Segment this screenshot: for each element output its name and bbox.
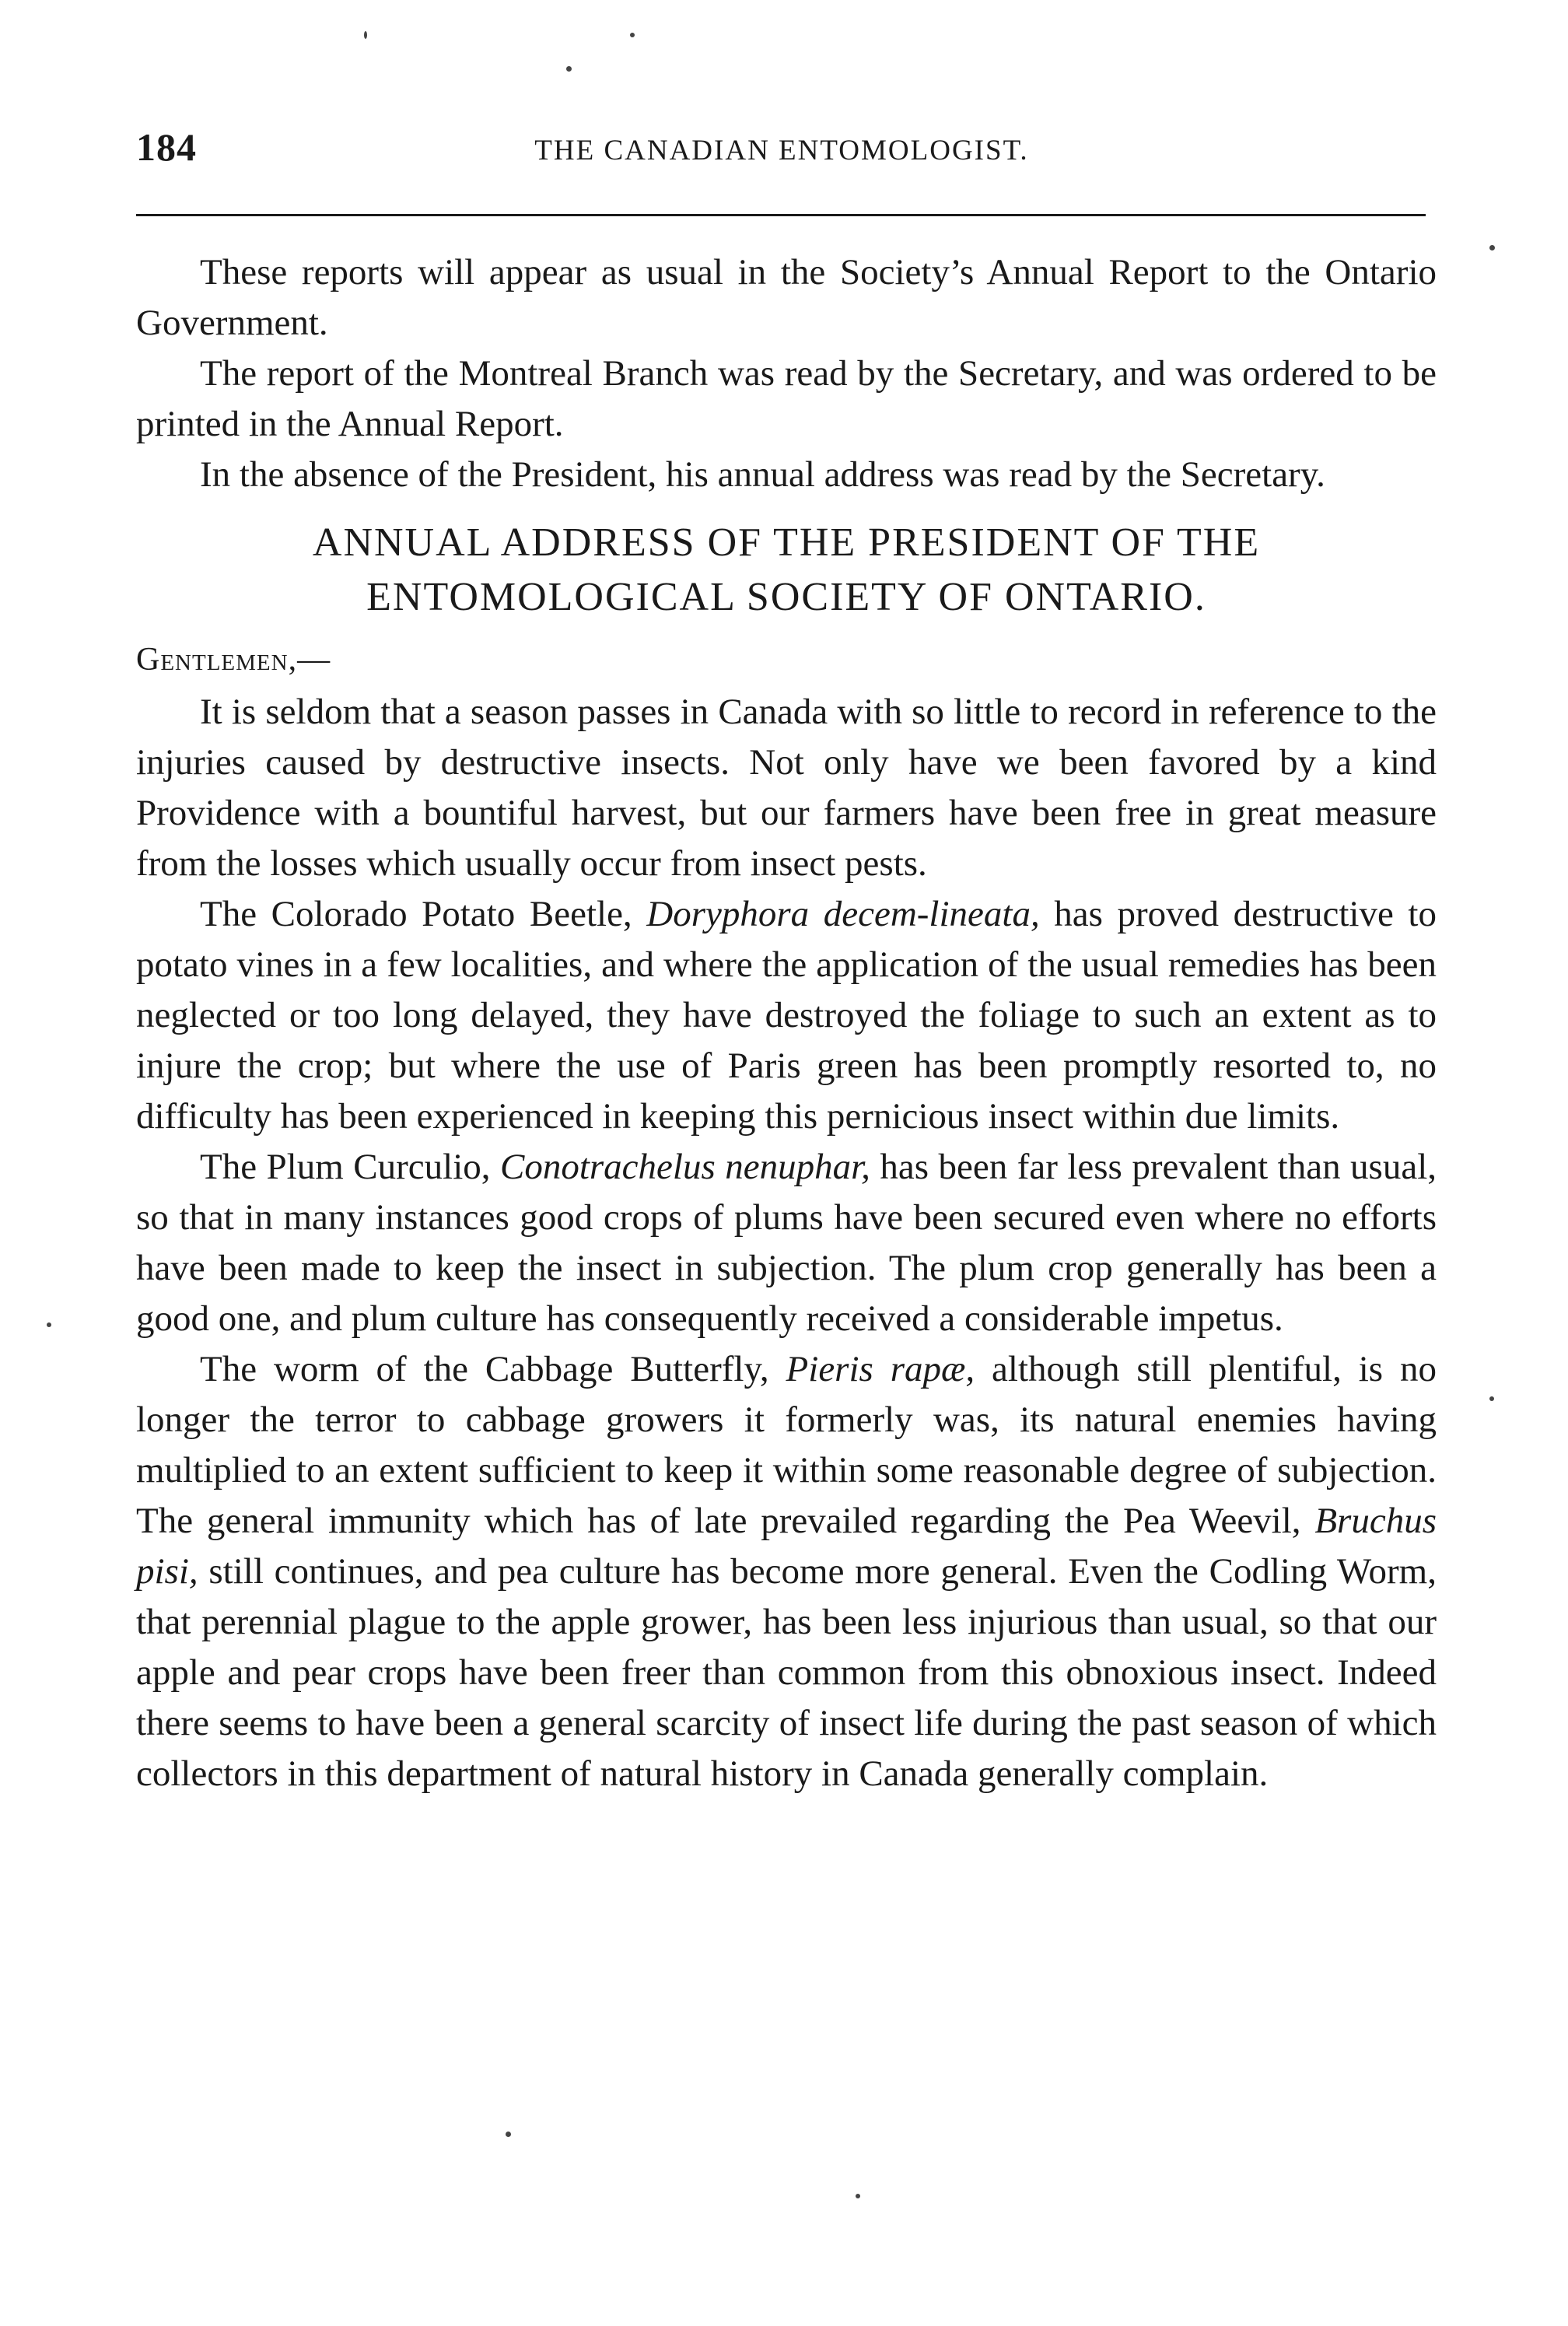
paragraph-season: It is seldom that a season passes in Canada with so little to record in reference to the injuries caused by destructive insects. Not only have we been favored by a kind Providence with a bountiful harvest, but our farmers have been free in great measure from the losses which usually occur from insect pests. bbox=[136, 692, 1437, 884]
body-text bbox=[136, 247, 1437, 1799]
species-name: Conotrachelus nenuphar, bbox=[499, 1147, 870, 1187]
address-heading bbox=[136, 516, 1437, 625]
scan-speck bbox=[630, 33, 635, 37]
scan-speck bbox=[566, 66, 572, 72]
paragraph-potato-beetle bbox=[136, 889, 1437, 1142]
text-segment: has been far less prevalent than usual, so that in many instances good crops of plums have been secured even where no efforts have been made to keep the insect in subjection. The plum crop generally has been a good one, and plum culture has consequently received a considerable impetus. bbox=[136, 1147, 1437, 1339]
species-name: Pieris rapæ, bbox=[786, 1349, 975, 1389]
paragraph-absence: In the absence of the President, his annual address was read by the Secretary. bbox=[200, 454, 1325, 495]
header-rule bbox=[136, 214, 1426, 216]
text-segment: still continues, and pea culture has become more general. Even the Codling Worm, that perennial plague to the apple grower, has been less injurious than usual, so that our apple and pear crops have been freer than common from this obnoxious insect. Indeed there seems to have been a general scarcity of insect life during the past season of which collectors in this department of natural history in Canada generally complain. bbox=[136, 1551, 1437, 1794]
text-segment: The worm of the Cabbage Butterfly, bbox=[200, 1349, 786, 1389]
salutation: Gentlemen,— bbox=[136, 642, 331, 678]
scan-speck bbox=[47, 1322, 51, 1327]
text-segment: The Colorado Potato Beetle, bbox=[200, 894, 647, 934]
paragraph-reports: These reports will appear as usual in the Society’s Annual Report to the Ontario Government. bbox=[136, 252, 1437, 343]
text-segment: has proved destructive to potato vines in a few localities, and where the application of the usual remedies has been neglected or too long delayed, they have destroyed the foliage to such an extent as to injure the crop; but where the use of Paris green has been promptly resorted to, no difficulty has been experienced in keeping this pernicious insect within due limits. bbox=[136, 894, 1437, 1137]
page-number: 184 bbox=[136, 125, 197, 169]
page-header bbox=[136, 124, 1427, 171]
paragraph-montreal-branch: The report of the Montreal Branch was read by the Secretary, and was ordered to be printed in the Annual Report. bbox=[136, 353, 1437, 444]
text-segment: The Plum Curculio, bbox=[200, 1147, 500, 1187]
address-heading-line-1: ANNUAL ADDRESS OF THE PRESIDENT OF THE bbox=[312, 520, 1261, 565]
text-segment: although still plentiful, is no longer the terror to cabbage growers it formerly was, its natural enemies having multiplied to an extent sufficient to keep it within some reasonable degree of subjection. The general immunity which has of late prevailed regarding the Pea Weevil, bbox=[136, 1349, 1437, 1541]
address-heading-line-2: ENTOMOLOGICAL SOCIETY OF ONTARIO. bbox=[366, 575, 1206, 619]
running-head: THE CANADIAN ENTOMOLOGIST. bbox=[534, 135, 1029, 166]
paragraph-plum-curculio bbox=[136, 1142, 1437, 1344]
scan-speck bbox=[1489, 245, 1495, 250]
species-name: Bruchus pisi, bbox=[136, 1501, 1437, 1592]
scan-speck bbox=[506, 2132, 511, 2137]
scan-speck bbox=[364, 31, 367, 39]
scan-speck bbox=[856, 2194, 860, 2198]
paragraph-cabbage-butterfly bbox=[136, 1344, 1437, 1799]
scan-speck bbox=[1489, 1396, 1494, 1401]
species-name: Doryphora decem-lineata, bbox=[646, 894, 1040, 934]
